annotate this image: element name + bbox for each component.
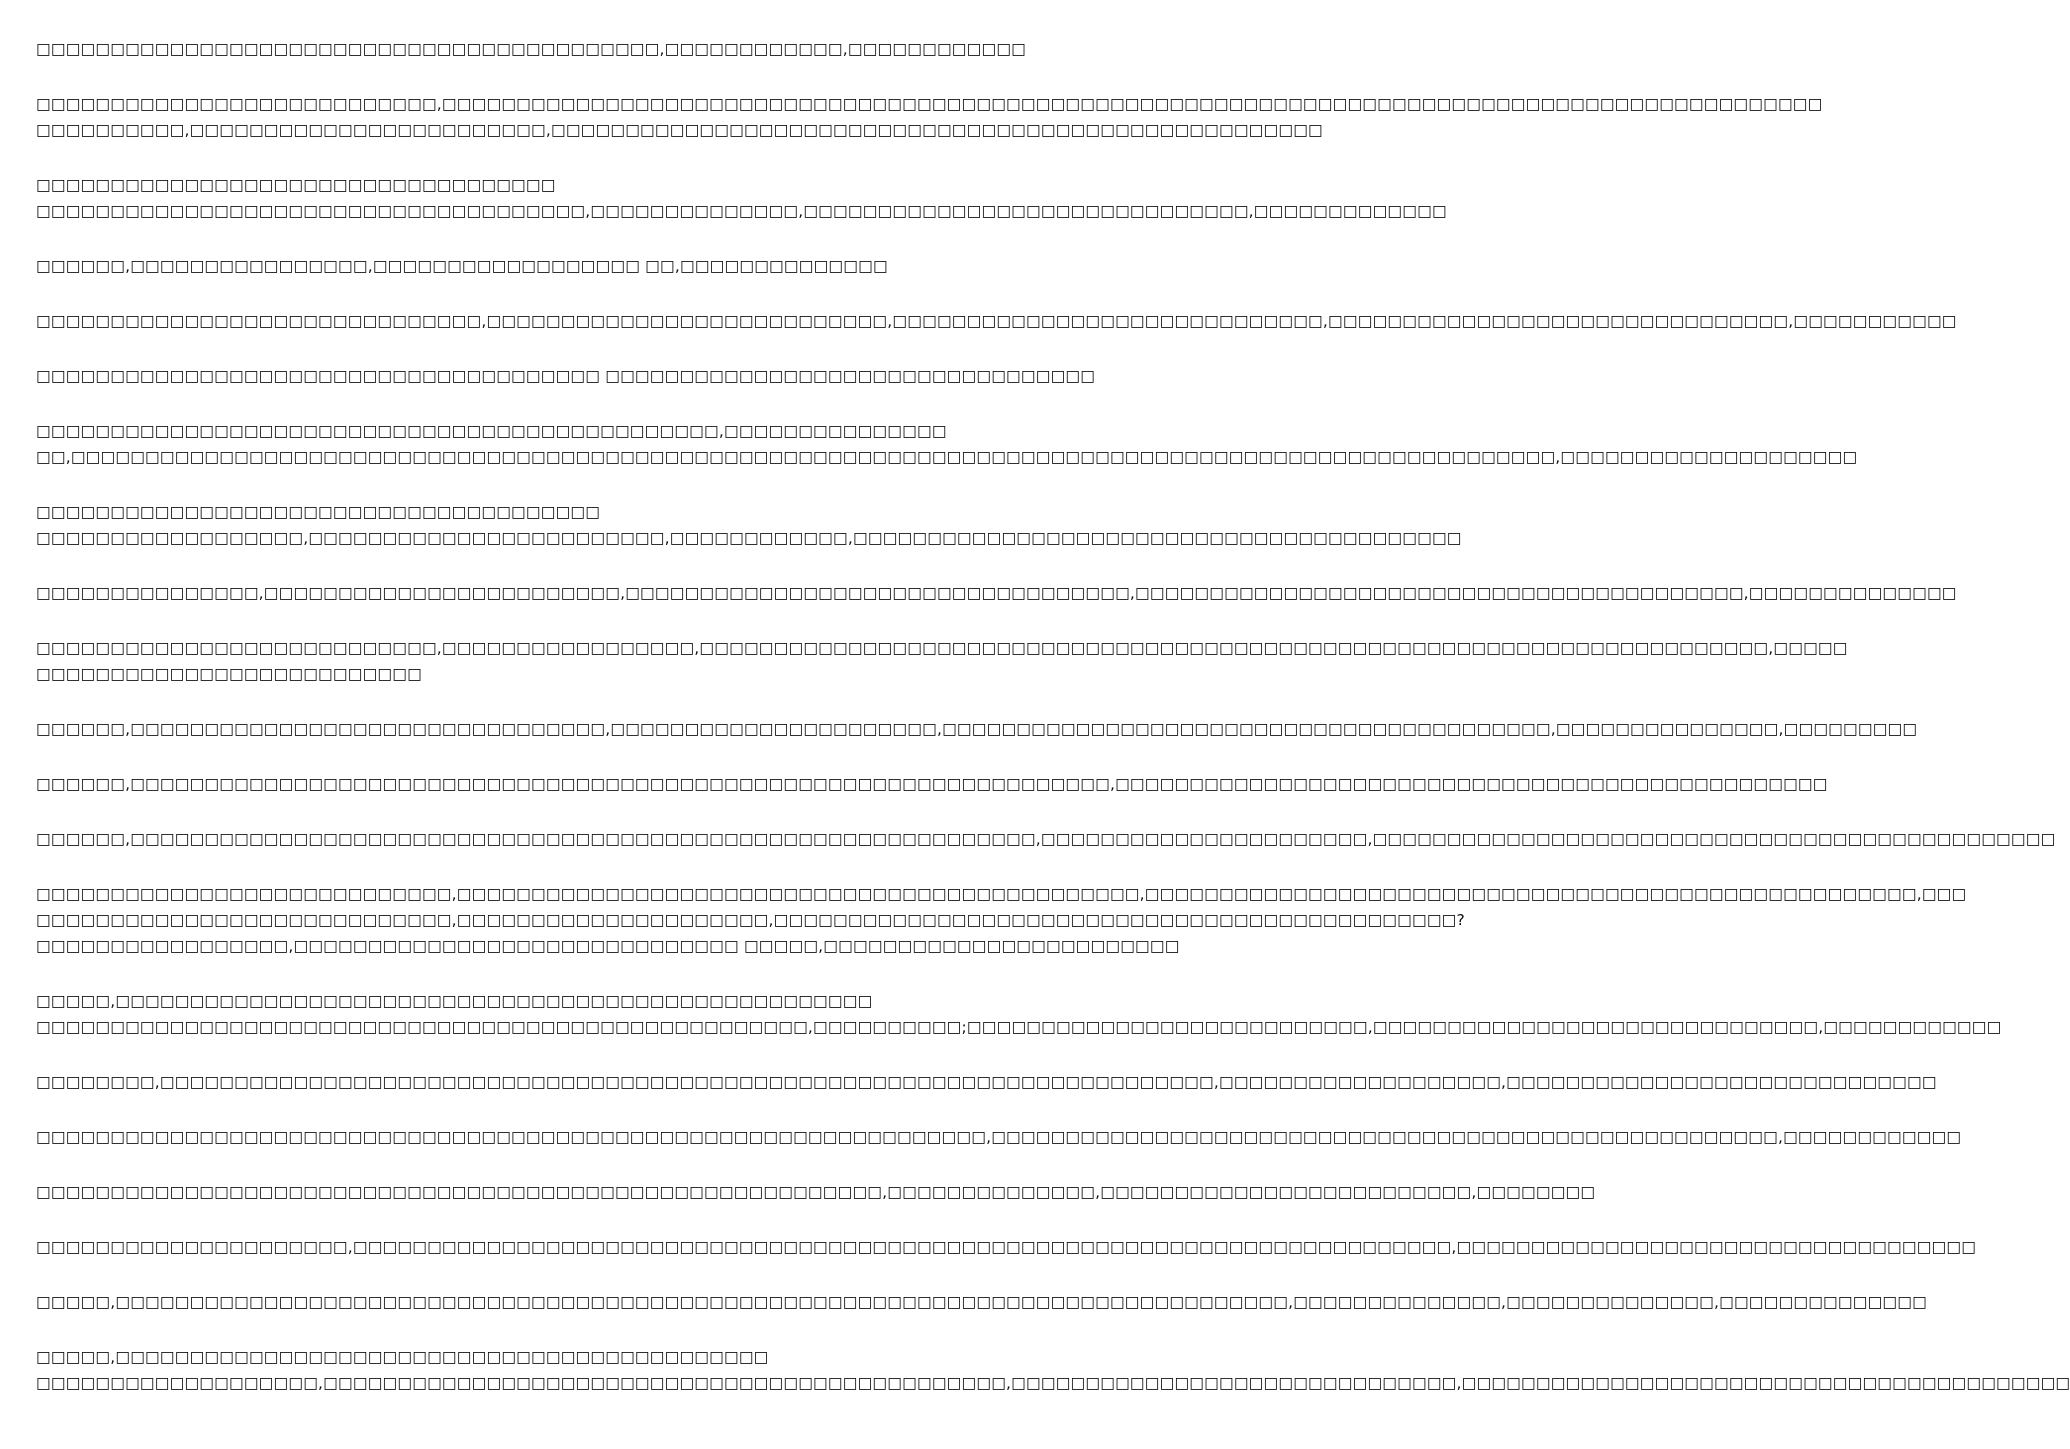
paragraph — [36, 1234, 1977, 1260]
paragraph — [36, 988, 2002, 1040]
paragraph — [36, 826, 2056, 852]
paragraph — [36, 716, 1918, 742]
paragraph — [36, 308, 1957, 334]
paragraph — [36, 172, 1447, 224]
text-line: □□□□□□,□□□□□□□□□□□□□□□□□□□□□□□□□□□□□□□□□□□□□□□□□□□□□□□□□□□□□□□□□□□□□,□□□□□□□□□□□□□□□□□□□□□□,□□□□□□□□□□□□□□□□□□□□□□□□□□□□□□□□□□□□□□□□□□□□□□ — [36, 830, 2056, 848]
text-line: □□□□□□□□□□□□□□□□□□□□□□□□□□□□□□□□□□□□□□ — [36, 503, 601, 521]
paragraph — [36, 36, 1027, 62]
paragraph — [36, 580, 1957, 606]
document-body — [36, 36, 2070, 1425]
text-line: □□□□□□□□□□□□□□□□□□□□□□□□□□□□□□□□□□□□□□□□□□□□□□,□□□□□□□□□□□□□□□ — [36, 422, 947, 440]
paragraph — [36, 1069, 1937, 1095]
paragraph — [36, 881, 1967, 959]
paragraph — [36, 363, 1096, 389]
paragraph — [36, 1344, 2070, 1396]
text-line: □□,□□□□□□□□□□□□□□□□□□□□□□□□□□□□□□□□□□□□□□□□□□□□□□□□□□□□□□□□□□□□□□□□□□□□□□□□□□□□□□□□□□□□□□□□□□□□□□□□□□□□,□□□□□□□□□□□□□□□□□□□□ — [36, 448, 1858, 466]
text-line: □□□□□□□□□□□□□□□□□□□□□□□□□□□□□□□□□□□ — [36, 176, 556, 194]
text-line: □□□□□□□□□□□□□□□□□□□□□□□□□□□□□□□□□□□□□,□□□□□□□□□□□□□□,□□□□□□□□□□□□□□□□□□□□□□□□□□□□□□,□□□□□□□□□□□□□ — [36, 202, 1447, 220]
text-line: □□□□□,□□□□□□□□□□□□□□□□□□□□□□□□□□□□□□□□□□□□□□□□□□□□□□□□□□□□□□□□□□□□□□□□□□□□□□□□□□□□□□□,□□□□□□□□□□□□□□,□□□□□□□□□□□□□□,□□□□□□□□□□□□□□ — [36, 1293, 1927, 1311]
text-line: □□□□□,□□□□□□□□□□□□□□□□□□□□□□□□□□□□□□□□□□□□□□□□□□□□ — [36, 1348, 769, 1366]
text-line: □□□□□□□□□□□□□□□,□□□□□□□□□□□□□□□□□□□□□□□□,□□□□□□□□□□□□□□□□□□□□□□□□□□□□□□□□□□,□□□□□□□□□□□□□□□□□□□□□□□□□□□□□□□□□□□□□□□□□,□□□□□□□□□□□□□□ — [36, 584, 1957, 602]
paragraph — [36, 418, 1858, 470]
text-line: □□□□□□□□□□□□□□□□□,□□□□□□□□□□□□□□□□□□□□□□□□□□□□□□ □□□□□,□□□□□□□□□□□□□□□□□□□□□□□□ — [36, 937, 1180, 955]
text-line: □□□□□□□□□□,□□□□□□□□□□□□□□□□□□□□□□□□,□□□□□□□□□□□□□□□□□□□□□□□□□□□□□□□□□□□□□□□□□□□□□□□□□□□□ — [36, 121, 1323, 139]
text-line: □□□□□□□□,□□□□□□□□□□□□□□□□□□□□□□□□□□□□□□□□□□□□□□□□□□□□□□□□□□□□□□□□□□□□□□□□□□□□□□□,□□□□□□□□□□□□□□□□□□□,□□□□□□□□□□□□□□□□□□□□□□□□□□□□□ — [36, 1073, 1937, 1091]
text-line: □□□□□□□□□□□□□□□□□□□□□□□□□□□□□□□□□□□□□□□□□□□□□□□□□□□□,□□□□□□□□□□;□□□□□□□□□□□□□□□□□□□□□□□□□□□,□□□□□□□□□□□□□□□□□□□□□□□□□□□□□□,□□□□□□□□□□□□ — [36, 1018, 2002, 1036]
text-line: □□□□□□□□□□□□□□□□□□,□□□□□□□□□□□□□□□□□□□□□□□□,□□□□□□□□□□□□,□□□□□□□□□□□□□□□□□□□□□□□□□□□□□□□□□□□□□□□□□ — [36, 529, 1462, 547]
text-line: □□□□□□,□□□□□□□□□□□□□□□□□□□□□□□□□□□□□□□□□□□□□□□□□□□□□□□□□□□□□□□□□□□□□□□□□□,□□□□□□□□□□□□□□□□□□□□□□□□□□□□□□□□□□□□□□□□□□□□□□□□ — [36, 775, 1828, 793]
paragraph — [36, 771, 1828, 797]
text-line: □□□□□,□□□□□□□□□□□□□□□□□□□□□□□□□□□□□□□□□□□□□□□□□□□□□□□□□□□ — [36, 992, 873, 1010]
text-line: □□□□□□□□□□□□□□□□□□□□□□□□□□□□□□□□□□□□□□□□□□,□□□□□□□□□□□□,□□□□□□□□□□□□ — [36, 40, 1027, 58]
text-line: □□□□□□,□□□□□□□□□□□□□□□□,□□□□□□□□□□□□□□□□□□ □□,□□□□□□□□□□□□□□ — [36, 257, 888, 275]
paragraph — [36, 499, 1462, 551]
text-line: □□□□□□□□□□□□□□□□□□□□□□□□□□□□□□□□□□□□□□□□□□□□□□□□□□□□□□□□□□□□□□□□,□□□□□□□□□□□□□□□□□□□□□□□□□□□□□□□□□□□□□□□□□□□□□□□□□□□□□,□□□□□□□□□□□□ — [36, 1128, 1962, 1146]
text-line: □□□□□□□□□□□□□□□□□□□□□□□□□□□□,□□□□□□□□□□□□□□□□□□□□□□□□□□□□□□□□□□□□□□□□□□□□□□,□□□□□□□□□□□□□□□□□□□□□□□□□□□□□□□□□□□□□□□□□□□□□□□□□□□□,□□□ — [36, 885, 1967, 903]
paragraph — [36, 91, 1823, 143]
text-line: □□□□□□□□□□□□□□□□□□□,□□□□□□□□□□□□□□□□□□□□□□□□□□□□□□□□□□□□□□□□□□□□□□,□□□□□□□□□□□□□□□□□□□□□□□□□□□□□□,□□□□□□□□□□□□□□□□□□□□□□□□□□□□□□□□□□□□□□□□□ — [36, 1374, 2070, 1392]
paragraph — [36, 253, 989, 279]
paragraph — [36, 1124, 1962, 1150]
text-line: □□□□□□□□□□□□□□□□□□□□□□□□□□□□□□□□□□□□□□□□□□□□□□□□□□□□□□□□□,□□□□□□□□□□□□□□,□□□□□□□□□□□□□□□□□□□□□□□□□,□□□□□□□□ — [36, 1183, 1596, 1201]
paragraph — [36, 1179, 1596, 1205]
text-line: □□□□□□□□□□□□□□□□□□□□□□□□□□ — [36, 665, 422, 683]
text-line: □□□□□□□□□□□□□□□□□□□□□□□□□□□,□□□□□□□□□□□□□□□□□□□□□□□□□□□□□□□□□□□□□□□□□□□□□□□□□□□□□□□□□□□□□□□□□□□□□□□□□□□□□□□□□□□□□□□□□□□□□ — [36, 95, 1823, 113]
text-line: □□□□□□□□□□□□□□□□□□□□□□□□□□□□,□□□□□□□□□□□□□□□□□□□□□,□□□□□□□□□□□□□□□□□□□□□□□□□□□□□□□□□□□□□□□□□□□□□□? — [36, 911, 1465, 929]
text-line: □□□□□□□□□□□□□□□□□□□□□,□□□□□□□□□□□□□□□□□□□□□□□□□□□□□□□□□□□□□□□□□□□□□□□□□□□□□□□□□□□□□□□□□□□□□□□□□□,□□□□□□□□□□□□□□□□□□□□□□□□□□□□□□□□□□□ — [36, 1238, 1977, 1256]
paragraph — [36, 635, 1848, 687]
text-line: □□□□□□□□□□□□□□□□□□□□□□□□□□□□□□,□□□□□□□□□□□□□□□□□□□□□□□□□□□,□□□□□□□□□□□□□□□□□□□□□□□□□□□□□,□□□□□□□□□□□□□□□□□□□□□□□□□□□□□□□,□□□□□□□□□□□ — [36, 312, 1957, 330]
text-line: □□□□□□,□□□□□□□□□□□□□□□□□□□□□□□□□□□□□□□□,□□□□□□□□□□□□□□□□□□□□□□,□□□□□□□□□□□□□□□□□□□□□□□□□□□□□□□□□□□□□□□□□,□□□□□□□□□□□□□□□,□□□□□□□□□ — [36, 720, 1918, 738]
text-line: □□□□□□□□□□□□□□□□□□□□□□□□□□□□□□□□□□□□□□ □□□□□□□□□□□□□□□□□□□□□□□□□□□□□□□□□ — [36, 367, 1096, 385]
paragraph — [36, 1289, 1927, 1315]
text-line: □□□□□□□□□□□□□□□□□□□□□□□□□□□,□□□□□□□□□□□□□□□□□,□□□□□□□□□□□□□□□□□□□□□□□□□□□□□□□□□□□□□□□□□□□□□□□□□□□□□□□□□□□□□□□□□□□□□□□□,□□□□□ — [36, 639, 1848, 657]
